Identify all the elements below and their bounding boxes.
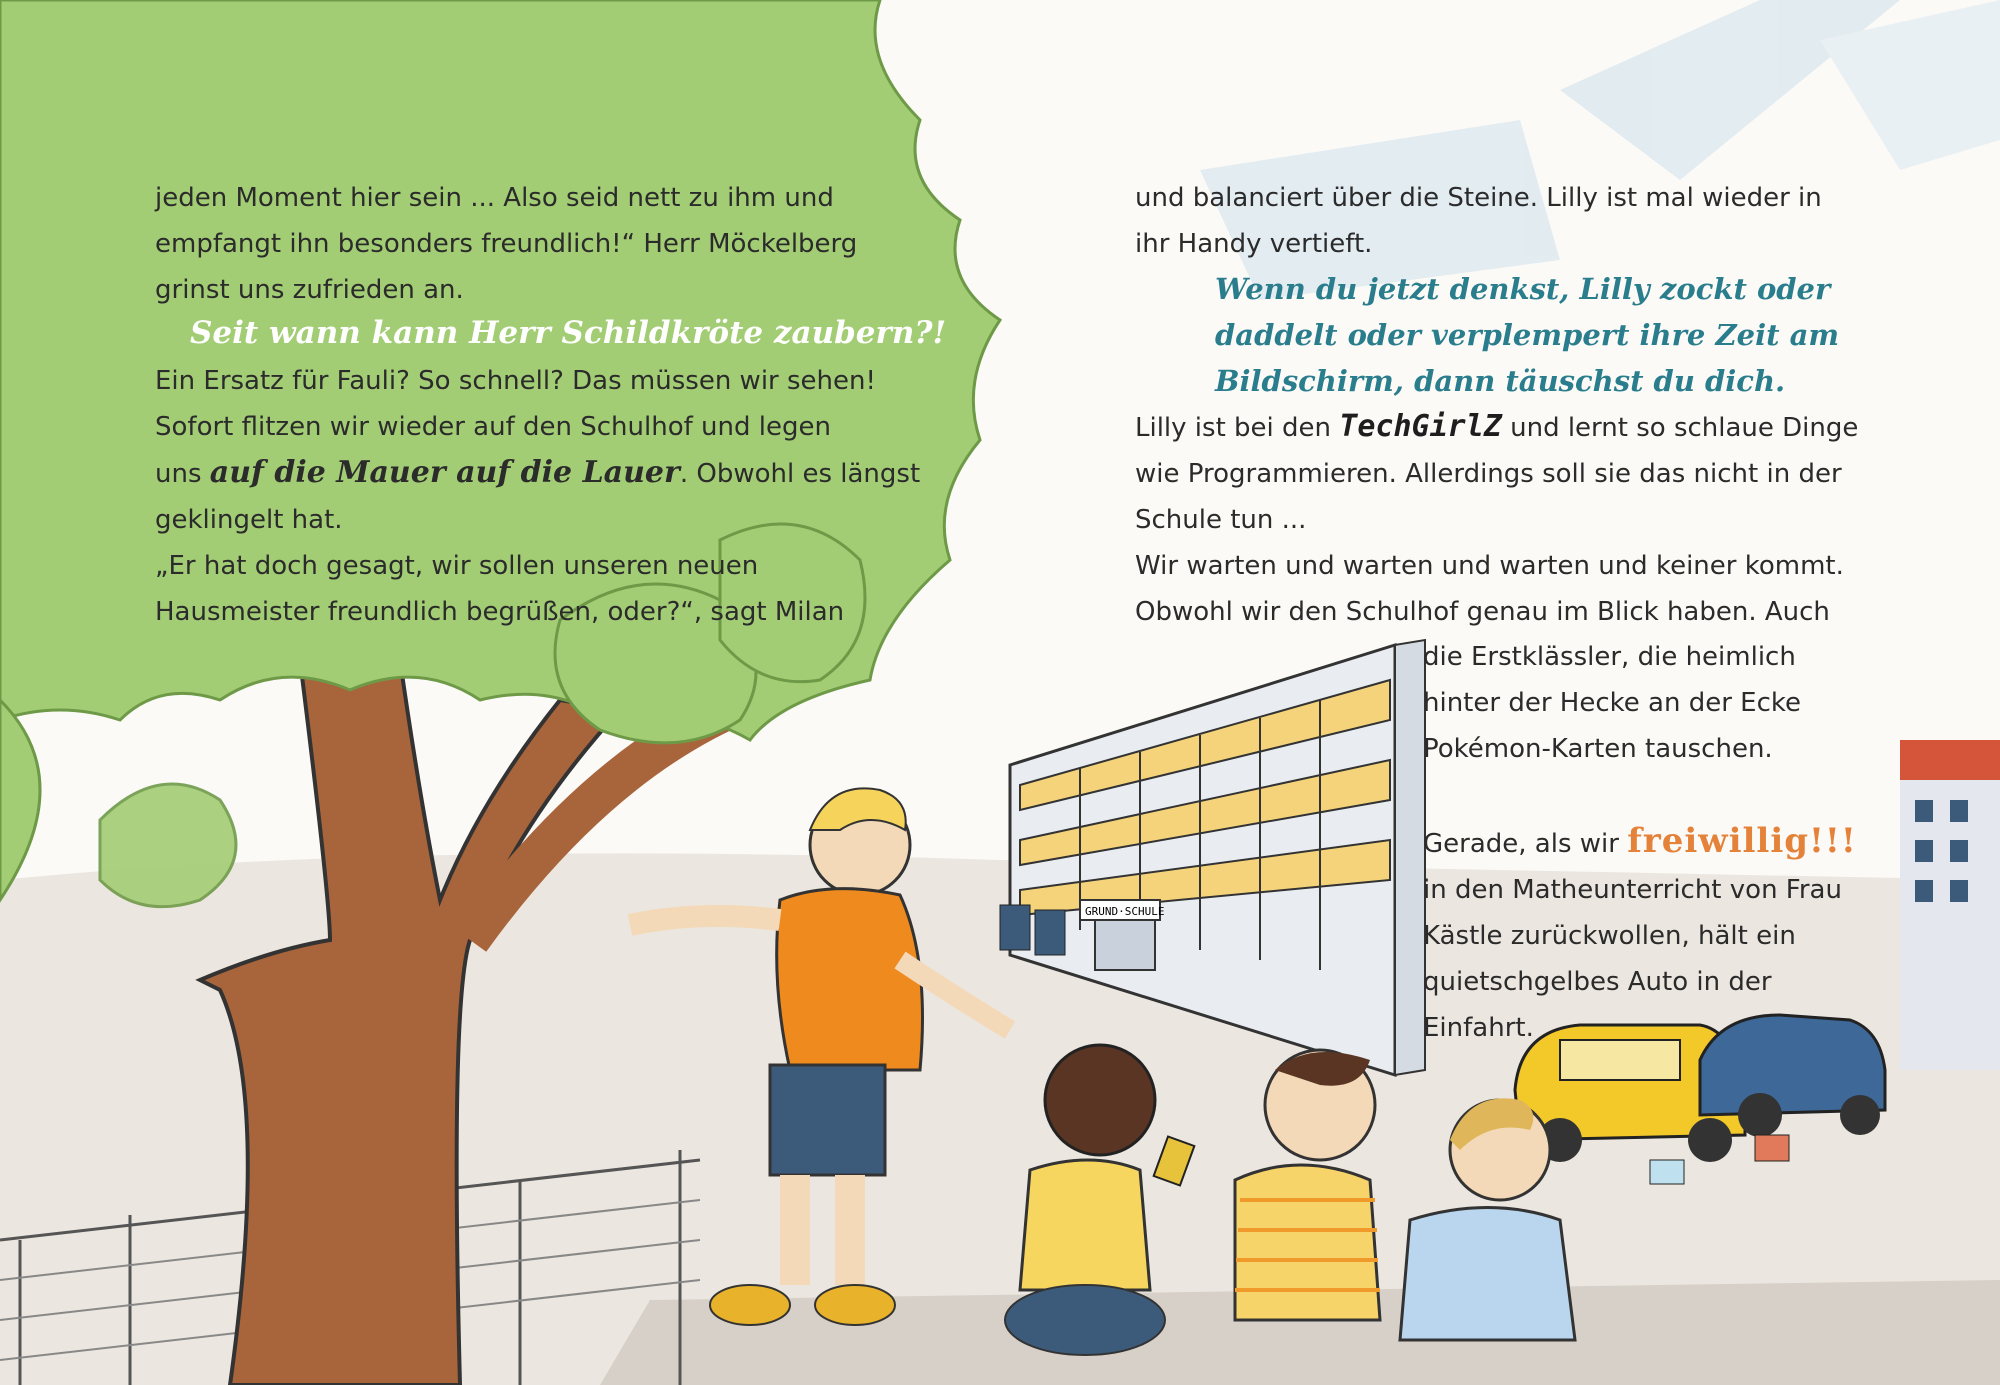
text-fragment: und lernt so schlaue Dinge (1501, 413, 1859, 443)
text-line: geklingelt hat. (155, 505, 343, 535)
text-line-emphasis (155, 450, 920, 497)
text-line: in den Matheunterricht von Frau (1423, 875, 1842, 905)
text-line: „Er hat doch gesagt, wir sollen unseren neuen (155, 551, 759, 581)
left-callout: Seit wann kann Herr Schildkröte zaubern?! (190, 315, 947, 351)
text-line: und balanciert über die Steine. Lilly ist mal wieder in (1135, 183, 1822, 213)
spacer-line (1423, 772, 1857, 818)
callout-line: Wenn du jetzt denkst, Lilly zockt oder (1215, 272, 1831, 306)
text-line: jeden Moment hier sein ... Also seid nett zu ihm und (155, 183, 834, 213)
left-page-text-2 (155, 358, 920, 635)
text-line: Kästle zurückwollen, hält ein (1423, 921, 1796, 951)
text-line: Wir warten und warten und warten und keiner kommt. (1135, 551, 1844, 581)
suitcase-red (1755, 1135, 1789, 1161)
techgirlz-brand: TechGirlZ (1339, 409, 1502, 444)
right-page-text-3 (1423, 634, 1857, 1051)
right-page-text (1135, 175, 1822, 267)
text-fragment: Gerade, als wir (1423, 829, 1628, 859)
text-line-emphasis (1423, 818, 1857, 867)
right-callout (1215, 266, 1840, 404)
text-line-brand (1135, 404, 1858, 451)
text-line: Sofort flitzen wir wieder auf den Schulhof und legen (155, 412, 831, 442)
text-line: empfangt ihn besonders freundlich!“ Herr Möckelberg (155, 229, 858, 259)
text-line: grinst uns zufrieden an. (155, 275, 464, 305)
school-sign: GRUND·SCHULE (1085, 905, 1165, 918)
freiwillig-emphasis: freiwillig!!! (1627, 821, 1857, 861)
text-line: Pokémon-Karten tauschen. (1423, 734, 1773, 764)
text-fragment: Lilly ist bei den (1135, 413, 1340, 443)
text-line: Ein Ersatz für Fauli? So schnell? Das müssen wir sehen! (155, 366, 876, 396)
text-fragment: . Obwohl es längst (679, 459, 921, 489)
far-building (1900, 740, 2000, 1070)
text-line: Einfahrt. (1423, 1013, 1534, 1043)
left-page-text (155, 175, 857, 313)
suitcase-blue (1650, 1160, 1684, 1184)
text-line: Schule tun ... (1135, 505, 1307, 535)
callout-line: Bildschirm, dann täuschst du dich. (1215, 364, 1786, 398)
text-line: wie Programmieren. Allerdings soll sie das nicht in der (1135, 459, 1842, 489)
text-line: Hausmeister freundlich begrüßen, oder?“, sagt Milan (155, 597, 845, 627)
text-line: die Erstklässler, die heimlich (1423, 642, 1796, 672)
handwritten-emphasis: auf die Mauer auf die Lauer (209, 455, 680, 490)
text-fragment: uns (155, 459, 210, 489)
callout-line: daddelt oder verplempert ihre Zeit am (1215, 318, 1840, 352)
text-line: ihr Handy vertieft. (1135, 229, 1373, 259)
text-line: quietschgelbes Auto in der (1423, 967, 1772, 997)
text-line: Obwohl wir den Schulhof genau im Blick haben. Auch (1135, 597, 1830, 627)
right-page-text-2 (1135, 404, 1858, 635)
text-line: hinter der Hecke an der Ecke (1423, 688, 1801, 718)
